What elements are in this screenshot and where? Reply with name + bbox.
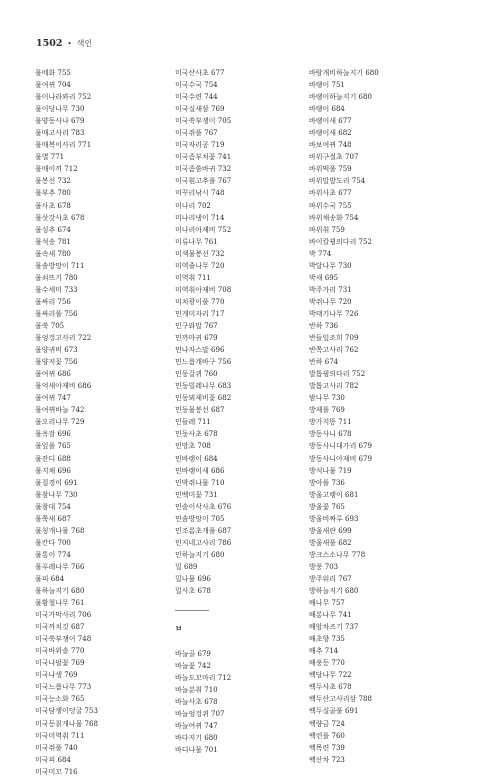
index-entry: 박달나무 730 [309, 261, 352, 270]
index-entry: 미국자리공 719 [175, 141, 225, 150]
index-entry: 물잔디 688 [35, 454, 71, 463]
index-entry: 미색물봉선 732 [175, 249, 225, 258]
index-entry: 물황철나무 761 [35, 599, 85, 608]
index-entry: 바위말발도리 754 [309, 177, 366, 186]
index-entry: 백두사초 678 [309, 683, 352, 692]
index-column-3 [309, 67, 459, 766]
index-entry: 민조름초개풀 687 [175, 526, 232, 535]
index-entry: 바다지기 680 [175, 734, 218, 743]
index-entry: 바늘분취 710 [175, 686, 218, 695]
index-entry: 민백미꽃 731 [175, 490, 218, 499]
index-entry: 바이칼꿩의다리 752 [309, 237, 372, 246]
index-entry: 물쇠뜨기 780 [35, 273, 78, 282]
index-entry: 방동사니대가리 679 [309, 442, 372, 451]
index-entry: 물지채 696 [35, 466, 71, 475]
index-entry: 방울꽃 765 [309, 502, 345, 511]
index-entry: 민나자스말 696 [175, 346, 225, 355]
index-entry: 바위취 759 [309, 225, 345, 234]
index-entry: 물오리나무 729 [35, 418, 85, 427]
index-entry: 방울고랭이 681 [309, 490, 359, 499]
index-entry: 미국실새삼 769 [175, 105, 225, 114]
index-entry: 백목련 739 [309, 743, 345, 752]
index-entry: 물엉겅고사리 722 [35, 334, 92, 343]
index-entry: 물쑥 705 [35, 321, 65, 330]
index-entry: 물석송 781 [35, 237, 71, 246]
index-entry: 미나리 702 [175, 201, 211, 210]
index-entry: 바늘꽃 742 [175, 662, 211, 671]
index-entry: 바랭이 751 [309, 81, 345, 90]
index-entry: 물여뀌 704 [35, 81, 71, 90]
index-entry: 미국흰고추풀 767 [175, 177, 232, 186]
index-entry: 물별 771 [35, 153, 65, 162]
index-entry: 물참나무 730 [35, 490, 78, 499]
index-entry: 미국가막사리 706 [35, 611, 92, 620]
index-entry: 민바랭이새 686 [175, 466, 225, 475]
index-entry: 물봉선 732 [35, 177, 71, 186]
index-entry: 물피 684 [35, 574, 65, 583]
index-entry: 미국좀부처꽃 741 [175, 153, 232, 162]
index-entry: 박주가리 731 [309, 285, 352, 294]
index-entry: 배나무 757 [309, 599, 345, 608]
index-entry: 민박쥐나물 710 [175, 478, 225, 487]
index-entry: 물양동사나 679 [35, 117, 85, 126]
index-entry: 민구와말 767 [175, 321, 218, 330]
index-entry: 미국담쟁이덩굴 753 [35, 707, 98, 716]
index-entry: 방가지똥 711 [309, 418, 352, 427]
index-entry: 물억새아재비 686 [35, 382, 92, 391]
index-entry: 미국산사초 677 [175, 69, 225, 77]
index-entry: 물칸다 700 [35, 538, 71, 547]
index-entry: 미국미역취 711 [35, 731, 85, 740]
index-entry: 방동사니 678 [309, 430, 352, 439]
index-entry: 바위구절초 707 [309, 153, 359, 162]
index-entry: 물이당나무 730 [35, 105, 85, 114]
index-entry: 물수세미 733 [35, 285, 78, 294]
index-entry: 민들레 711 [175, 418, 211, 427]
index-entry: 민둥갈퀴 760 [175, 370, 218, 379]
index-entry: 바위수국 755 [309, 201, 352, 210]
index-entry: 미국쥐풀 767 [175, 129, 218, 138]
index-entry: 밀사초 678 [175, 587, 211, 596]
index-entry: 민느릅개바구 756 [175, 358, 232, 367]
index-entry: 미국쥐풀 740 [35, 743, 78, 752]
index-entry: 물쭉새 687 [35, 514, 71, 523]
index-entry: 물삿갓사초 678 [35, 213, 85, 222]
index-entry: 물여뀌 747 [35, 394, 71, 403]
index-entry: 물부추 780 [35, 189, 71, 198]
index-entry: 반하 674 [309, 358, 339, 367]
index-entry: 미국등칡개나물 768 [35, 719, 98, 728]
index-entry: 물여뀌바늘 742 [35, 406, 85, 415]
index-entry: 바랭이 684 [309, 105, 345, 114]
section-heading: ㅂ [175, 624, 183, 634]
index-entry: 바람개비하늘지기 680 [309, 69, 379, 77]
index-entry: 물여뀌 686 [35, 370, 71, 379]
index-column-2-bottom [175, 648, 325, 756]
index-column-1 [35, 67, 185, 778]
index-entry: 밀 689 [175, 562, 198, 571]
index-entry: 물참대 754 [35, 502, 71, 511]
page-number: 1502 [36, 38, 63, 49]
index-entry: 물이나라꽈리 752 [35, 93, 92, 102]
index-entry: 물칭개나물 768 [35, 526, 85, 535]
index-entry: 민솜방망이 705 [175, 514, 225, 523]
index-entry: 바늘사초 678 [175, 698, 218, 707]
index-entry: 민지네고사리 786 [175, 538, 232, 547]
index-entry: 방제풀 769 [309, 406, 345, 415]
index-entry: 물사초 678 [35, 201, 71, 210]
index-entry: 민하늘지기 680 [175, 550, 225, 559]
index-entry: 방동사니아재비 679 [309, 454, 372, 463]
index-entry: 백두실골풀 691 [309, 707, 359, 716]
index-entry: 물매고사리 783 [35, 129, 85, 138]
index-entry: 방석나물 719 [309, 466, 352, 475]
index-entry: 백량금 724 [309, 719, 345, 728]
index-entry: 밤나무 730 [309, 394, 345, 403]
index-entry: 배암차즈기 737 [309, 623, 359, 632]
index-entry: 배풍등 770 [309, 659, 345, 668]
index-column-2-top [175, 67, 325, 597]
index-entry: 미국쑥부쟁이 748 [35, 635, 92, 644]
index-entry: 방주워리 767 [309, 574, 352, 583]
index-entry: 미역줄나무 720 [175, 261, 225, 270]
header-separator: • [67, 39, 72, 48]
index-entry: 배롱나무 741 [309, 611, 352, 620]
index-entry: 백두산고사리삼 788 [309, 695, 372, 704]
index-entry: 바디나물 701 [175, 746, 218, 755]
index-entry: 밀나물 696 [175, 574, 211, 583]
index-entry: 물솜방망이 711 [35, 261, 85, 270]
index-entry: 물푸레나무 766 [35, 562, 85, 571]
index-entry: 반하 736 [309, 321, 339, 330]
index-entry: 물질경이 691 [35, 478, 78, 487]
index-entry: 미국피 684 [35, 755, 71, 764]
page-header [36, 38, 92, 49]
index-entry: 물싱추 674 [35, 225, 71, 234]
index-entry: 민까마귀 679 [175, 334, 218, 343]
index-entry: 박쥐나무 720 [309, 297, 352, 306]
index-entry: 물잎풀 765 [35, 442, 71, 451]
index-entry: 미국느릅나무 773 [35, 683, 92, 692]
index-entry: 물메화 755 [35, 69, 71, 77]
index-entry: 민둥물봉선 687 [175, 406, 225, 415]
index-entry: 미국나생 769 [35, 671, 78, 680]
index-entry: 미꾸리낚시 748 [175, 189, 225, 198]
index-entry: 민둥빌레나무 683 [175, 382, 232, 391]
index-entry: 바늘엉겅퀴 707 [175, 710, 225, 719]
index-entry: 바랭이하늘지기 680 [309, 93, 372, 102]
index-entry: 물하늘지기 680 [35, 587, 85, 596]
index-entry: 미치광이풀 770 [175, 297, 225, 306]
index-entry: 민솔이삭사초 676 [175, 502, 232, 511]
index-entry: 방울새란 699 [309, 526, 352, 535]
index-entry: 방하늘지기 680 [309, 587, 359, 596]
page-title: 색인 [76, 39, 93, 48]
index-entry: 미나리냉이 714 [175, 213, 225, 222]
index-entry: 물양귀비 673 [35, 346, 78, 355]
index-entry: 백련풀 760 [309, 731, 345, 740]
index-entry: 방크스소나무 778 [309, 550, 366, 559]
index-entry: 물싸리풀 756 [35, 309, 78, 318]
index-entry: 방풍 703 [309, 562, 339, 571]
index-entry: 미국미꼬 716 [35, 767, 78, 776]
index-entry: 백당나무 722 [309, 671, 352, 680]
index-entry: 박 774 [309, 249, 332, 258]
index-entry: 방울비짜루 693 [309, 514, 359, 523]
index-entry: 물옥잠 696 [35, 430, 71, 439]
index-entry: 미국까치깃 687 [35, 623, 85, 632]
index-entry: 미역취아재비 708 [175, 285, 232, 294]
index-entry: 박태기나무 726 [309, 309, 359, 318]
index-entry: 민둥뫼제비꽃 682 [175, 394, 232, 403]
index-entry: 발톱고사리 782 [309, 382, 359, 391]
index-entry: 바보여뀌 748 [309, 141, 352, 150]
index-entry: 미국나팔꽃 769 [35, 659, 85, 668]
index-entry: 물양지꽃 756 [35, 358, 78, 367]
index-entry: 배추 714 [309, 647, 339, 656]
index-entry: 미역취 711 [175, 273, 211, 282]
index-entry: 민둥사초 678 [175, 430, 218, 439]
index-entry: 물싸리 756 [35, 297, 71, 306]
index-entry: 박새 695 [309, 273, 339, 282]
index-entry: 바랭이새 677 [309, 117, 352, 126]
index-entry: 바늘여뀌 747 [175, 722, 218, 731]
index-entry: 미국수국 754 [175, 81, 218, 90]
index-entry: 바늘도꼬마리 712 [175, 674, 232, 683]
index-entry: 물매복이사리 771 [35, 141, 92, 150]
index-entry: 바늘골 679 [175, 650, 211, 659]
index-entry: 반쪽고사리 762 [309, 346, 359, 355]
index-entry: 민망초 708 [175, 442, 211, 451]
index-entry: 물통이 774 [35, 550, 71, 559]
index-entry: 미나리아재비 752 [175, 225, 232, 234]
index-entry: 미류나무 761 [175, 237, 218, 246]
index-entry: 바위사초 677 [309, 189, 352, 198]
index-entry: 발톱꿩의다리 752 [309, 370, 366, 379]
index-entry: 미국수련 744 [175, 93, 218, 102]
index-entry: 방울새풀 682 [309, 538, 352, 547]
index-entry: 물속새 780 [35, 249, 71, 258]
index-entry: 물매이끼 712 [35, 165, 78, 174]
section-divider [175, 610, 209, 611]
index-entry: 바위채송화 754 [309, 213, 359, 222]
index-entry: 민바랭이 684 [175, 454, 218, 463]
index-entry: 방아풀 736 [309, 478, 345, 487]
index-entry: 백산차 723 [309, 755, 345, 764]
index-entry: 반들잎조희 709 [309, 334, 359, 343]
index-entry: 미국쑥부쟁이 705 [175, 117, 232, 126]
index-entry: 배초향 735 [309, 635, 345, 644]
index-entry: 민개미자리 717 [175, 309, 225, 318]
index-column-2 [175, 67, 325, 756]
index-entry: 미국좀씀바귀 732 [175, 165, 232, 174]
index-entry: 미국바위솔 770 [35, 647, 85, 656]
index-entry: 미국능소화 765 [35, 695, 85, 704]
index-entry: 바랭이새 682 [309, 129, 352, 138]
index-entry: 바위떡풀 759 [309, 165, 352, 174]
